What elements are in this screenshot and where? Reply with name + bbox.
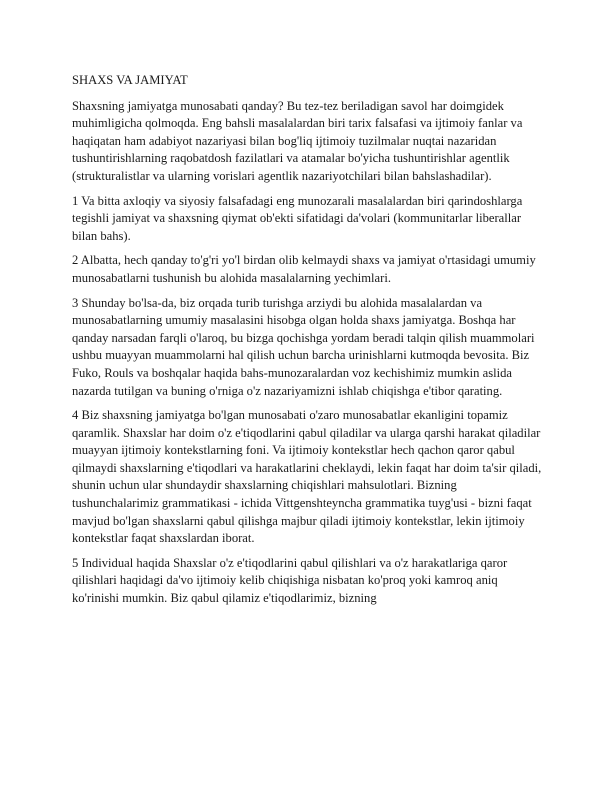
document-page bbox=[72, 72, 542, 615]
paragraph-4: 4 Biz shaxsning jamiyatga bo'lgan munosabati o'zaro munosabatlar ekanligini topamiz qaramlik. Shaxslar har doim o'z e'tiqodlarini qabul qiladilar va ularga qarshi harakat qiladilar muayyan ijtimoiy kontekstlarning foni. Va ijtimoiy kontekstlar hech qachon qaror qabul qilmaydi shaxslarning e'tiqodlari va harakatlarini cheklaydi, lekin faqat har doim ta'sir qiladi, shunin uchun ular shundaydir shaxslarning chiqishlari mahsulotlari. Bizning tushunchalarimiz grammatikasi - ichida Vittgenshteyncha grammatika tuyg'usi - bizni faqat mavjud bo'lgan shaxslarni qabul qilishga majbur qiladi ijtimoiy kontekstlar, lekin ijtimoiy kontekstlar faqat shaxslardan iborat. bbox=[72, 408, 542, 546]
paragraph-3: 3 Shunday bo'lsa-da, biz orqada turib turishga arziydi bu alohida masalalardan va munosabatlarning umumiy masalasini hisobga olgan holda shaxs jamiyatga. Boshqa har qanday narsadan farqli o'laroq, bu bizga qochishga yordam beradi talqin qilish muammolari ushbu muayyan muammolarni hal qilish uchun barcha urinishlarni kutmoqda bevosita. Biz Fuko, Rouls va boshqalar haqida bahs-munozaralardan voz kechishimiz mumkin aslida nazarda tutilgan va buning o'rniga o'z nazariyamizni ishlab chiqishga e'tibor qarating. bbox=[72, 295, 535, 398]
paragraph-5: 5 Individual haqida Shaxslar o'z e'tiqodlarini qabul qilishlari va o'z harakatlariga qaror qilishlari haqidagi da'vo ijtimoiy kelib chiqishiga nisbatan ko'proq yoki kamroq aniq ko'rinishi mumkin. Biz qabul qilamiz e'tiqodlarimiz, bizning bbox=[72, 555, 508, 606]
paragraph-1: 1 Va bitta axloqiy va siyosiy falsafadagi eng munozarali masalalardan biri qarindoshlarga tegishli jamiyat va shaxsning qiymat ob'ekti sifatidagi da'volari (kommunitarlar liberallar bilan bahs). bbox=[72, 193, 523, 243]
paragraph-2: 2 Albatta, hech qanday to'g'ri yo'l birdan olib kelmaydi shaxs va jamiyat o'rtasidagi umumiy munosabatlarni tushunish bu alohida masalalarning yechimlari. bbox=[72, 253, 536, 285]
document-title: SHAXS VA JAMIYAT bbox=[72, 73, 188, 87]
paragraph-intro: Shaxsning jamiyatga munosabati qanday? Bu tez-tez beriladigan savol har doimgidek muhimligicha qolmoqda. Eng bahsli masalalardan biri tarix falsafasi va ijtimoiy fanlar va haqiqatan ham adabiyot nazariyasi bilan bog'liq ijtimoiy tuzilmalar nuqtai nazaridan tushuntirishlarning raqobatdosh fazilatlari va atamalar bo'yicha tushuntirishlar agentlik (strukturalistlar va ularning vorislari agentlik nazariyotchilari bilan bahslashadilar). bbox=[72, 98, 523, 183]
